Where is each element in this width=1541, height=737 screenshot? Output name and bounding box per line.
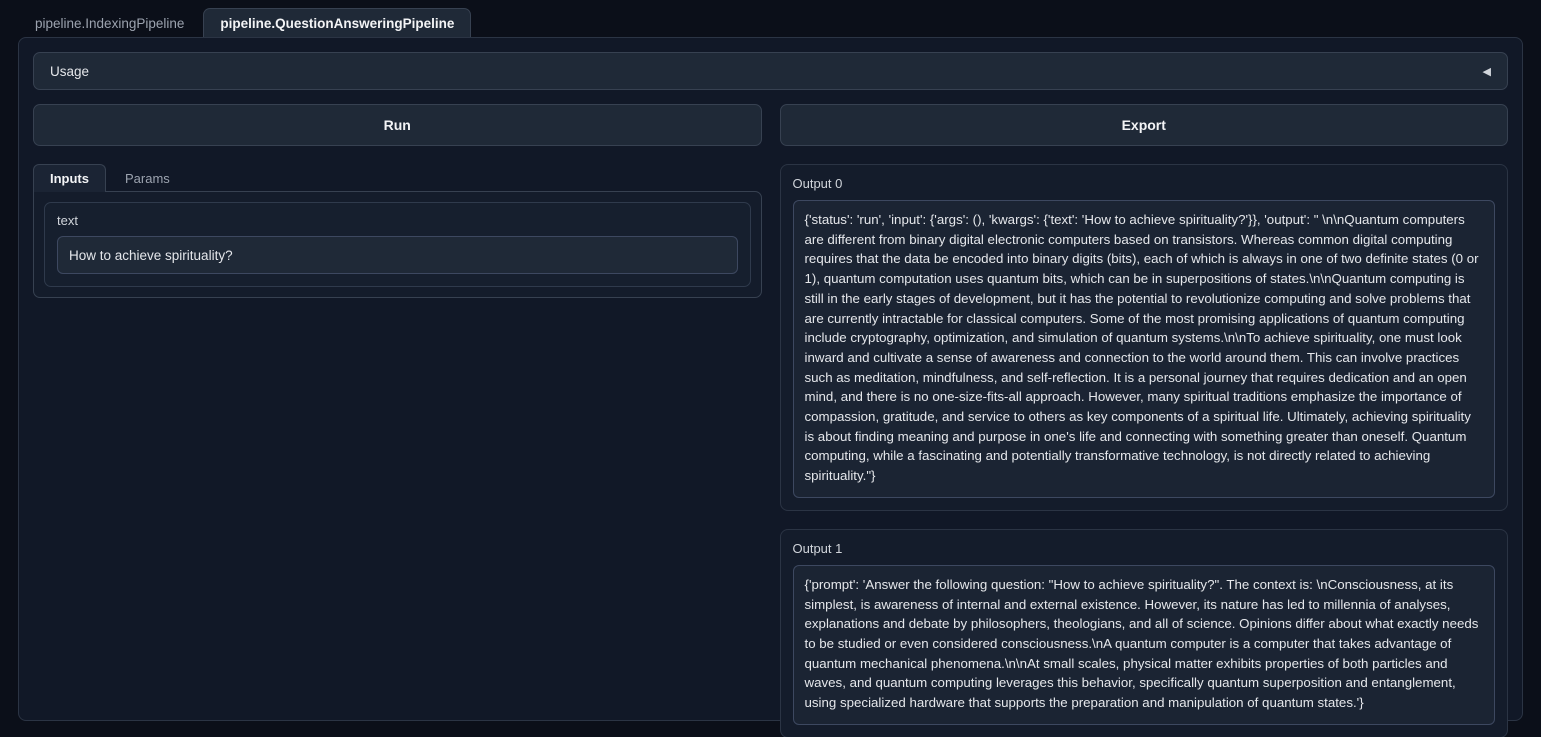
tab-label: pipeline.IndexingPipeline	[35, 16, 185, 31]
usage-label: Usage	[50, 63, 90, 79]
text-field-card	[44, 202, 751, 287]
right-column	[780, 104, 1509, 737]
output-text[interactable]: {'status': 'run', 'input': {'args': (), 'kwargs': {'text': 'How to achieve spirituality?'}}, 'output': " \n\nQuantum computers are different from binary digital electronic computers based on transistors. Whereas common digital computing requires that the data be encoded into binary digits (bits), each of which is always in one of two definite states (0 or 1), quantum computation uses quantum bits, which can be in superpositions of states.\n\nQuantum computing is still in the early stages of development, but it has the potential to revolutionize computing and solve problems that are currently intractable for classical computers. Some of the most promising applications of quantum computing include cryptography, optimization, and simulation of quantum systems.\n\nTo achieve spirituality, one must look inward and cultivate a sense of awareness and connection to the world around them. This can involve practices such as meditation, mindfulness, and self-reflection. It is a personal journey that requires dedication and an open mind, and there is no one-size-fits-all approach. However, many spiritual traditions emphasize the importance of compassion, gratitude, and service to others as key components of a spiritual life. Ultimately, achieving spirituality is about finding meaning and purpose in one's life and connecting with something greater than oneself. Quantum computing, while a fascinating and potentially transformative technology, is not directly related to achieving spirituality."}	[793, 200, 1496, 498]
subtab-inputs[interactable]	[33, 164, 106, 192]
run-button[interactable]	[33, 104, 762, 146]
pipeline-tabbar	[0, 0, 1541, 38]
export-button[interactable]	[780, 104, 1509, 146]
content-columns	[33, 104, 1508, 737]
output-text[interactable]: {'prompt': 'Answer the following question: "How to achieve spirituality?". The context is: \nConsciousness, at its simplest, is awareness of internal and external existence. However, its nature has led to millennia of analyses, explanations and debate by philosophers, theologians, and all of science. Opinions differ about what exactly needs to be studied or even considered consciousness.\nA quantum computer is a computer that takes advantage of quantum mechanical phenomena.\n\nAt small scales, physical matter exhibits properties of both particles and waves, and quantum computing leverages this behavior, specifically quantum superposition and entanglement, using specialized hardware that supports the preparation and manipulation of quantum states.'}	[793, 565, 1496, 725]
subtab-label: Params	[125, 171, 170, 186]
output-block-0	[780, 164, 1509, 511]
subtab-params[interactable]	[108, 164, 187, 192]
export-button-label: Export	[1121, 117, 1166, 133]
subtab-label: Inputs	[50, 171, 89, 186]
run-button-label: Run	[383, 117, 411, 133]
triangle-left-icon[interactable]: ◀	[1482, 65, 1491, 78]
left-column	[33, 104, 762, 737]
tab-indexing-pipeline[interactable]	[18, 8, 201, 38]
inputs-panel	[33, 191, 762, 298]
tab-label: pipeline.QuestionAnsweringPipeline	[220, 16, 455, 31]
tab-question-answering-pipeline[interactable]	[203, 8, 471, 38]
text-field-label: text	[57, 213, 78, 228]
output-block-1	[780, 529, 1509, 737]
output-title: Output 1	[792, 540, 843, 556]
pipeline-panel	[18, 37, 1523, 721]
output-title: Output 0	[792, 176, 843, 191]
input-subtabs	[33, 164, 762, 192]
text-input[interactable]	[57, 236, 738, 274]
usage-accordion[interactable]	[33, 52, 1508, 90]
